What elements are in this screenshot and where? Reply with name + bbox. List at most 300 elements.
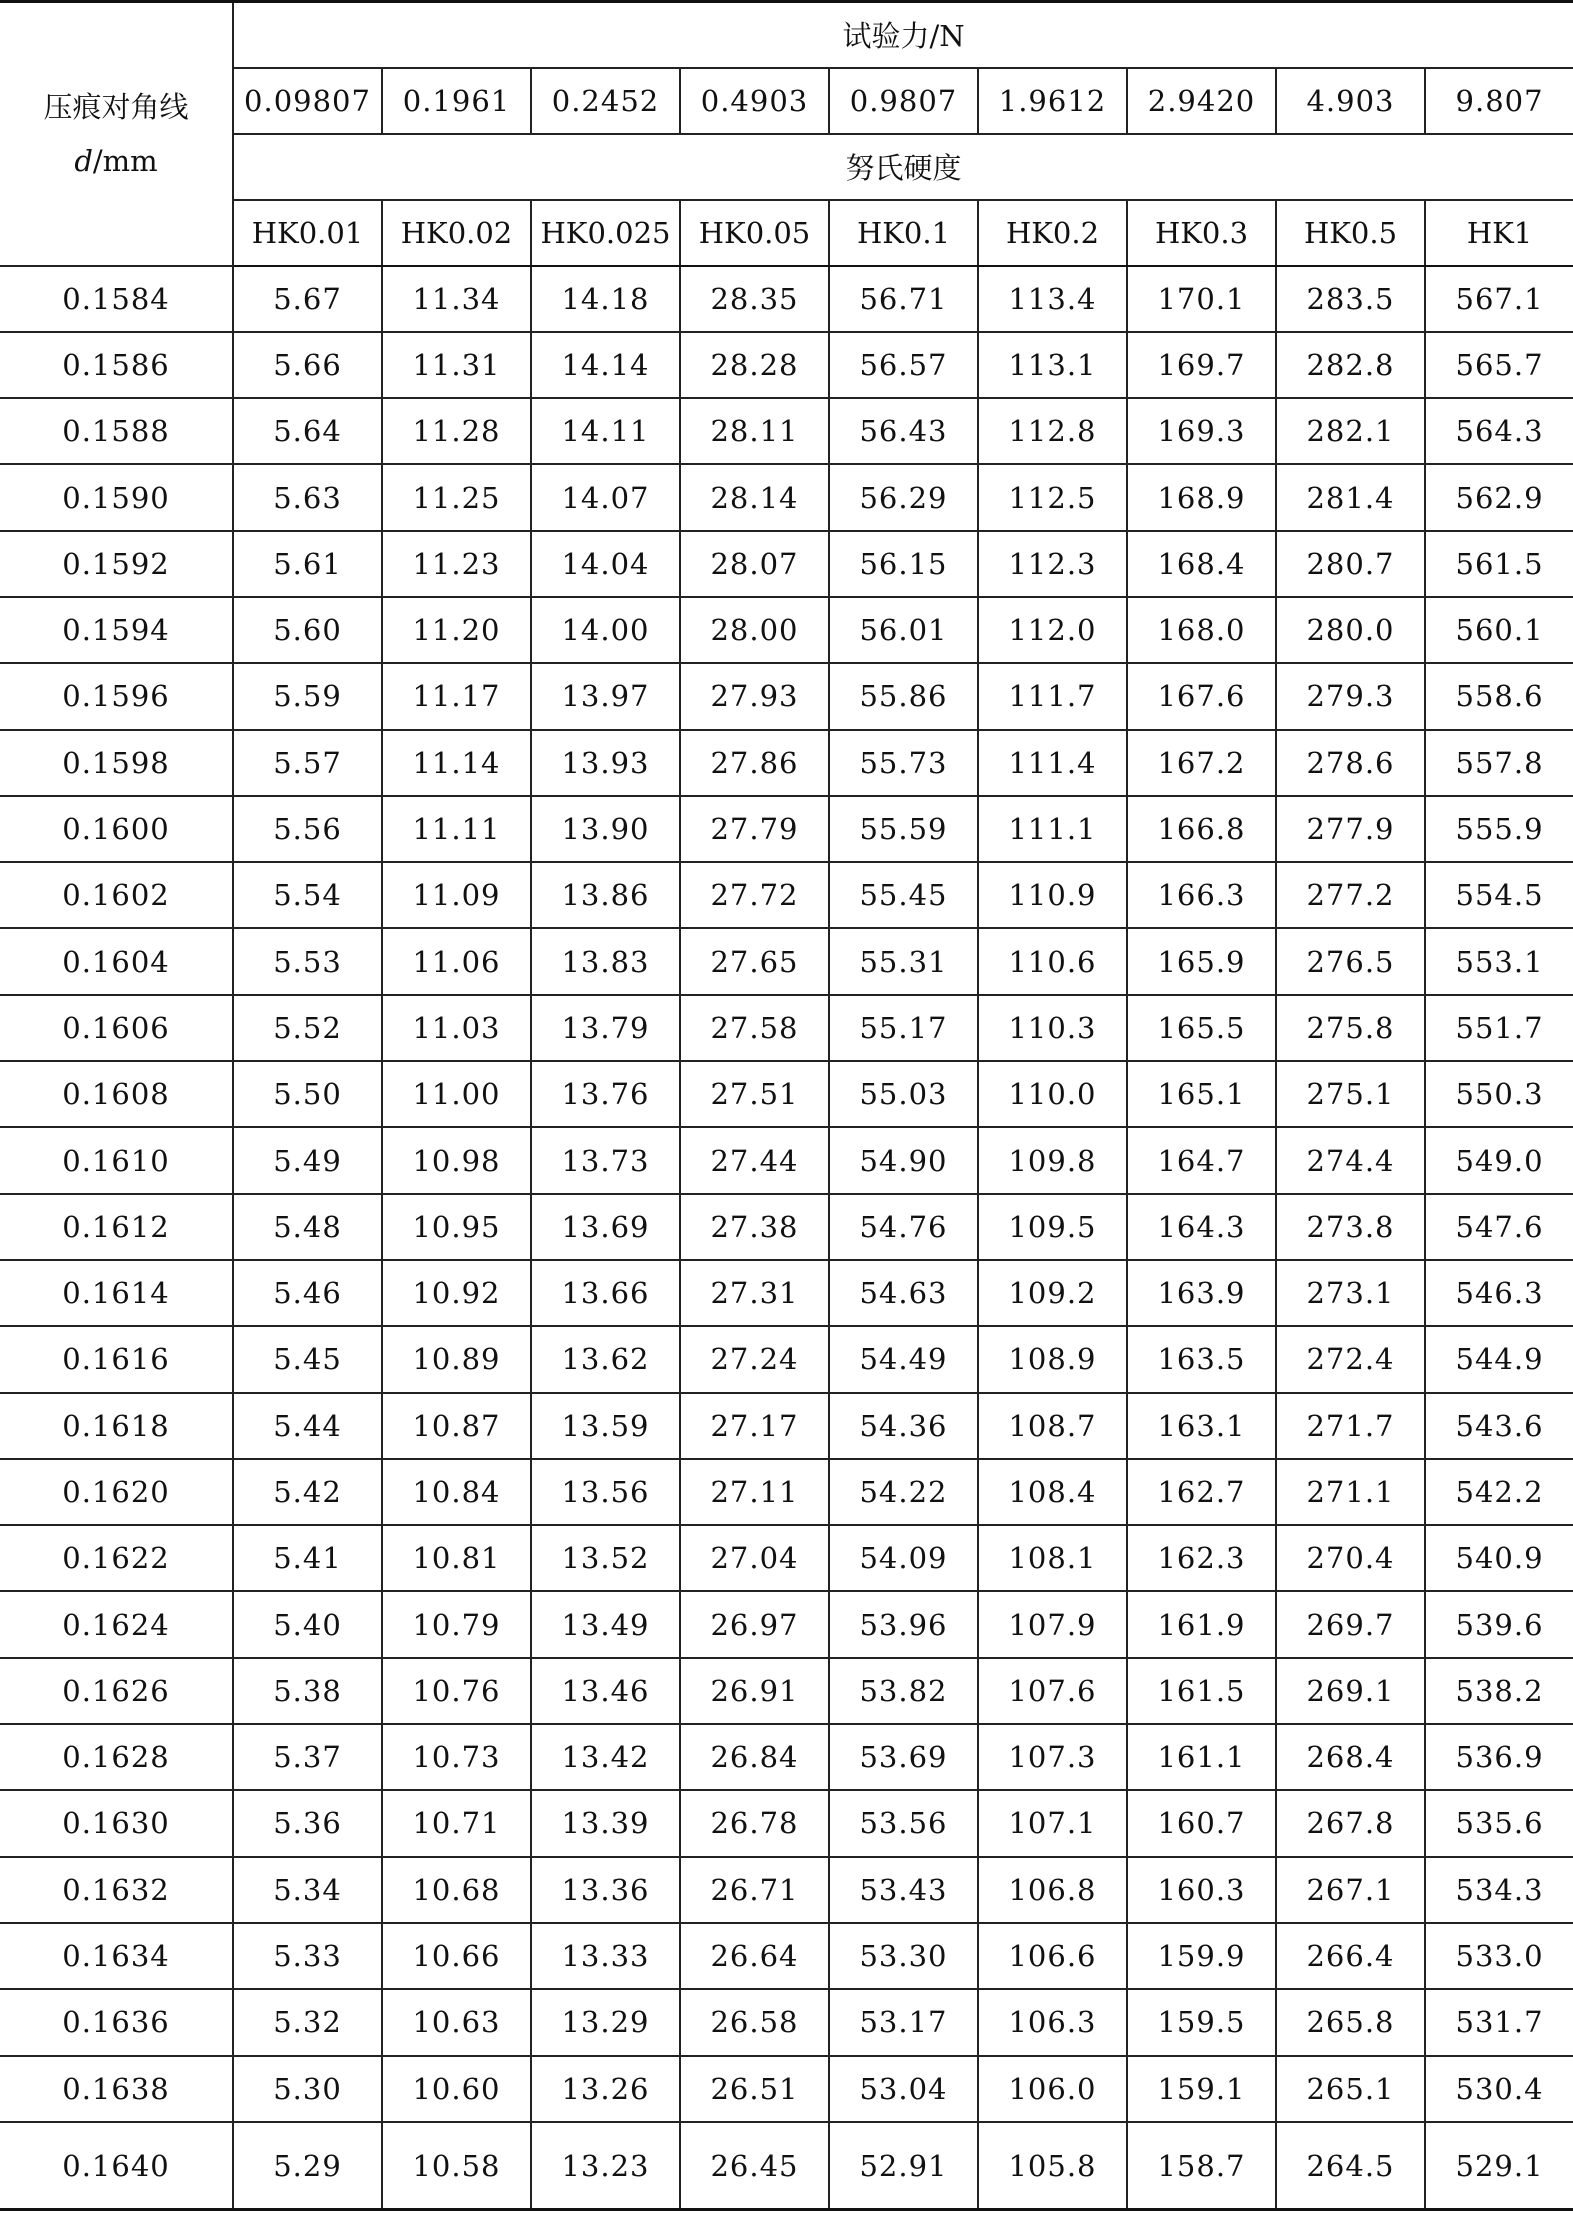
header-row-hardness-title <box>0 134 1573 200</box>
hardness-value-cell: 26.58 <box>680 1989 829 2055</box>
hardness-value-cell: 13.56 <box>531 1459 680 1525</box>
diagonal-value-cell: 0.1584 <box>0 266 233 332</box>
hardness-value-cell: 26.45 <box>680 2122 829 2210</box>
hardness-value-cell: 105.8 <box>978 2122 1127 2210</box>
hardness-value-cell: 168.0 <box>1127 597 1276 663</box>
hardness-value-cell: 13.86 <box>531 862 680 928</box>
table-row <box>0 398 1573 464</box>
header-row-forces <box>0 68 1573 134</box>
hardness-value-cell: 13.36 <box>531 1857 680 1923</box>
hardness-value-cell: 11.11 <box>382 796 531 862</box>
hardness-value-cell: 53.69 <box>829 1724 978 1790</box>
hardness-value-cell: 53.43 <box>829 1857 978 1923</box>
diagonal-value-cell: 0.1618 <box>0 1393 233 1459</box>
diagonal-header-cell <box>0 2 233 266</box>
hardness-value-cell: 276.5 <box>1276 928 1425 994</box>
force-cell: 0.9807 <box>829 68 978 134</box>
hardness-value-cell: 5.50 <box>233 1061 382 1127</box>
hardness-value-cell: 271.1 <box>1276 1459 1425 1525</box>
hardness-value-cell: 27.11 <box>680 1459 829 1525</box>
diagonal-value-cell: 0.1632 <box>0 1857 233 1923</box>
table-row <box>0 531 1573 597</box>
hardness-value-cell: 531.7 <box>1425 1989 1573 2055</box>
hardness-value-cell: 110.9 <box>978 862 1127 928</box>
hardness-value-cell: 13.59 <box>531 1393 680 1459</box>
hardness-value-cell: 530.4 <box>1425 2056 1573 2122</box>
diagonal-value-cell: 0.1610 <box>0 1127 233 1193</box>
hardness-value-cell: 10.68 <box>382 1857 531 1923</box>
hardness-value-cell: 107.6 <box>978 1658 1127 1724</box>
hardness-value-cell: 5.34 <box>233 1857 382 1923</box>
hardness-value-cell: 561.5 <box>1425 531 1573 597</box>
hardness-value-cell: 26.91 <box>680 1658 829 1724</box>
hardness-value-cell: 13.33 <box>531 1923 680 1989</box>
hardness-value-cell: 165.9 <box>1127 928 1276 994</box>
hardness-value-cell: 55.17 <box>829 995 978 1061</box>
hardness-value-cell: 10.87 <box>382 1393 531 1459</box>
table-row <box>0 266 1573 332</box>
hardness-value-cell: 167.6 <box>1127 663 1276 729</box>
hardness-value-cell: 55.45 <box>829 862 978 928</box>
diagonal-value-cell: 0.1616 <box>0 1326 233 1392</box>
hardness-value-cell: 27.51 <box>680 1061 829 1127</box>
hardness-value-cell: 13.73 <box>531 1127 680 1193</box>
hardness-value-cell: 274.4 <box>1276 1127 1425 1193</box>
hardness-value-cell: 547.6 <box>1425 1194 1573 1260</box>
hardness-value-cell: 11.20 <box>382 597 531 663</box>
hardness-value-cell: 267.1 <box>1276 1857 1425 1923</box>
hardness-value-cell: 5.60 <box>233 597 382 663</box>
hardness-value-cell: 11.31 <box>382 332 531 398</box>
diagonal-value-cell: 0.1608 <box>0 1061 233 1127</box>
hardness-value-cell: 13.23 <box>531 2122 680 2210</box>
table-row <box>0 2056 1573 2122</box>
hardness-value-cell: 542.2 <box>1425 1459 1573 1525</box>
diagonal-unit: /mm <box>92 143 158 178</box>
hardness-value-cell: 160.7 <box>1127 1790 1276 1856</box>
hardness-value-cell: 13.29 <box>531 1989 680 2055</box>
hardness-value-cell: 53.30 <box>829 1923 978 1989</box>
hardness-value-cell: 56.43 <box>829 398 978 464</box>
hardness-value-cell: 55.86 <box>829 663 978 729</box>
diagonal-value-cell: 0.1600 <box>0 796 233 862</box>
table-row <box>0 663 1573 729</box>
hardness-value-cell: 112.5 <box>978 464 1127 530</box>
hardness-value-cell: 161.5 <box>1127 1658 1276 1724</box>
hardness-value-cell: 11.28 <box>382 398 531 464</box>
diagonal-value-cell: 0.1606 <box>0 995 233 1061</box>
hardness-value-cell: 27.38 <box>680 1194 829 1260</box>
diagonal-variable: d <box>74 143 93 178</box>
hardness-value-cell: 54.36 <box>829 1393 978 1459</box>
hardness-value-cell: 11.34 <box>382 266 531 332</box>
hardness-value-cell: 283.5 <box>1276 266 1425 332</box>
hardness-value-cell: 5.36 <box>233 1790 382 1856</box>
hardness-value-cell: 10.71 <box>382 1790 531 1856</box>
hardness-value-cell: 168.9 <box>1127 464 1276 530</box>
diagonal-value-cell: 0.1604 <box>0 928 233 994</box>
hardness-value-cell: 26.84 <box>680 1724 829 1790</box>
hardness-value-cell: 272.4 <box>1276 1326 1425 1392</box>
hardness-value-cell: 13.93 <box>531 730 680 796</box>
hardness-value-cell: 10.95 <box>382 1194 531 1260</box>
hardness-value-cell: 555.9 <box>1425 796 1573 862</box>
hardness-value-cell: 26.78 <box>680 1790 829 1856</box>
hardness-value-cell: 5.53 <box>233 928 382 994</box>
hardness-value-cell: 161.9 <box>1127 1591 1276 1657</box>
hardness-value-cell: 10.79 <box>382 1591 531 1657</box>
hardness-value-cell: 112.0 <box>978 597 1127 663</box>
hardness-value-cell: 550.3 <box>1425 1061 1573 1127</box>
hardness-value-cell: 163.1 <box>1127 1393 1276 1459</box>
hardness-value-cell: 535.6 <box>1425 1790 1573 1856</box>
hardness-value-cell: 159.5 <box>1127 1989 1276 2055</box>
hardness-value-cell: 55.31 <box>829 928 978 994</box>
table-row <box>0 1459 1573 1525</box>
table-row <box>0 1658 1573 1724</box>
hardness-value-cell: 538.2 <box>1425 1658 1573 1724</box>
force-cell: 0.1961 <box>382 68 531 134</box>
hardness-value-cell: 28.00 <box>680 597 829 663</box>
table-row <box>0 796 1573 862</box>
force-title: 试验力/N <box>233 2 1573 68</box>
hardness-value-cell: 5.29 <box>233 2122 382 2210</box>
diagonal-value-cell: 0.1586 <box>0 332 233 398</box>
hardness-value-cell: 11.06 <box>382 928 531 994</box>
scale-cell: HK0.05 <box>680 200 829 266</box>
hardness-value-cell: 5.32 <box>233 1989 382 2055</box>
hardness-value-cell: 165.1 <box>1127 1061 1276 1127</box>
hardness-value-cell: 280.0 <box>1276 597 1425 663</box>
force-cell: 0.4903 <box>680 68 829 134</box>
hardness-value-cell: 14.14 <box>531 332 680 398</box>
hardness-value-cell: 106.3 <box>978 1989 1127 2055</box>
diagonal-value-cell: 0.1624 <box>0 1591 233 1657</box>
hardness-value-cell: 27.65 <box>680 928 829 994</box>
hardness-value-cell: 10.63 <box>382 1989 531 2055</box>
scale-cell: HK0.02 <box>382 200 531 266</box>
table-row <box>0 1591 1573 1657</box>
hardness-value-cell: 13.39 <box>531 1790 680 1856</box>
hardness-value-cell: 56.29 <box>829 464 978 530</box>
hardness-value-cell: 533.0 <box>1425 1923 1573 1989</box>
hardness-value-cell: 271.7 <box>1276 1393 1425 1459</box>
hardness-value-cell: 13.66 <box>531 1260 680 1326</box>
table-row <box>0 1393 1573 1459</box>
hardness-value-cell: 108.1 <box>978 1525 1127 1591</box>
hardness-value-cell: 10.73 <box>382 1724 531 1790</box>
hardness-value-cell: 5.56 <box>233 796 382 862</box>
hardness-value-cell: 11.17 <box>382 663 531 729</box>
hardness-value-cell: 5.57 <box>233 730 382 796</box>
hardness-value-cell: 11.09 <box>382 862 531 928</box>
table-row <box>0 332 1573 398</box>
hardness-value-cell: 5.61 <box>233 531 382 597</box>
hardness-value-cell: 52.91 <box>829 2122 978 2210</box>
hardness-title: 努氏硬度 <box>233 134 1573 200</box>
hardness-value-cell: 109.8 <box>978 1127 1127 1193</box>
hardness-value-cell: 54.90 <box>829 1127 978 1193</box>
hardness-value-cell: 53.96 <box>829 1591 978 1657</box>
hardness-value-cell: 13.90 <box>531 796 680 862</box>
hardness-value-cell: 5.54 <box>233 862 382 928</box>
diagonal-value-cell: 0.1640 <box>0 2122 233 2210</box>
hardness-value-cell: 55.03 <box>829 1061 978 1127</box>
hardness-value-cell: 109.2 <box>978 1260 1127 1326</box>
table-row <box>0 1326 1573 1392</box>
hardness-value-cell: 162.7 <box>1127 1459 1276 1525</box>
force-cell: 2.9420 <box>1127 68 1276 134</box>
hardness-value-cell: 554.5 <box>1425 862 1573 928</box>
hardness-value-cell: 27.86 <box>680 730 829 796</box>
hardness-value-cell: 110.3 <box>978 995 1127 1061</box>
hardness-value-cell: 279.3 <box>1276 663 1425 729</box>
hardness-value-cell: 10.81 <box>382 1525 531 1591</box>
header-row-force-title <box>0 2 1573 68</box>
hardness-value-cell: 567.1 <box>1425 266 1573 332</box>
hardness-value-cell: 27.79 <box>680 796 829 862</box>
hardness-value-cell: 27.44 <box>680 1127 829 1193</box>
hardness-value-cell: 273.8 <box>1276 1194 1425 1260</box>
hardness-value-cell: 5.41 <box>233 1525 382 1591</box>
hardness-value-cell: 13.26 <box>531 2056 680 2122</box>
diagonal-value-cell: 0.1614 <box>0 1260 233 1326</box>
hardness-value-cell: 111.7 <box>978 663 1127 729</box>
table-row <box>0 862 1573 928</box>
hardness-value-cell: 5.49 <box>233 1127 382 1193</box>
hardness-value-cell: 13.49 <box>531 1591 680 1657</box>
table-header <box>0 2 1573 266</box>
hardness-value-cell: 529.1 <box>1425 2122 1573 2210</box>
hardness-value-cell: 10.76 <box>382 1658 531 1724</box>
hardness-value-cell: 5.59 <box>233 663 382 729</box>
hardness-value-cell: 110.0 <box>978 1061 1127 1127</box>
hardness-value-cell: 27.72 <box>680 862 829 928</box>
hardness-value-cell: 161.1 <box>1127 1724 1276 1790</box>
hardness-value-cell: 54.22 <box>829 1459 978 1525</box>
table-row <box>0 995 1573 1061</box>
hardness-value-cell: 13.46 <box>531 1658 680 1724</box>
diagonal-value-cell: 0.1598 <box>0 730 233 796</box>
force-cell: 4.903 <box>1276 68 1425 134</box>
hardness-value-cell: 13.62 <box>531 1326 680 1392</box>
hardness-value-cell: 162.3 <box>1127 1525 1276 1591</box>
hardness-value-cell: 11.23 <box>382 531 531 597</box>
hardness-value-cell: 277.9 <box>1276 796 1425 862</box>
hardness-value-cell: 536.9 <box>1425 1724 1573 1790</box>
diagonal-value-cell: 0.1630 <box>0 1790 233 1856</box>
hardness-value-cell: 266.4 <box>1276 1923 1425 1989</box>
hardness-value-cell: 168.4 <box>1127 531 1276 597</box>
hardness-value-cell: 54.76 <box>829 1194 978 1260</box>
hardness-value-cell: 275.1 <box>1276 1061 1425 1127</box>
scale-cell: HK0.5 <box>1276 200 1425 266</box>
hardness-value-cell: 564.3 <box>1425 398 1573 464</box>
hardness-value-cell: 10.92 <box>382 1260 531 1326</box>
hardness-value-cell: 273.1 <box>1276 1260 1425 1326</box>
hardness-value-cell: 13.97 <box>531 663 680 729</box>
hardness-value-cell: 28.28 <box>680 332 829 398</box>
hardness-value-cell: 27.24 <box>680 1326 829 1392</box>
hardness-value-cell: 164.3 <box>1127 1194 1276 1260</box>
hardness-value-cell: 544.9 <box>1425 1326 1573 1392</box>
table-row <box>0 1194 1573 1260</box>
hardness-value-cell: 560.1 <box>1425 597 1573 663</box>
hardness-value-cell: 5.67 <box>233 266 382 332</box>
hardness-value-cell: 13.79 <box>531 995 680 1061</box>
hardness-value-cell: 11.00 <box>382 1061 531 1127</box>
table-row <box>0 1724 1573 1790</box>
diagonal-value-cell: 0.1592 <box>0 531 233 597</box>
hardness-value-cell: 543.6 <box>1425 1393 1573 1459</box>
hardness-value-cell: 5.52 <box>233 995 382 1061</box>
hardness-value-cell: 54.09 <box>829 1525 978 1591</box>
hardness-value-cell: 281.4 <box>1276 464 1425 530</box>
hardness-value-cell: 113.4 <box>978 266 1127 332</box>
hardness-value-cell: 5.48 <box>233 1194 382 1260</box>
hardness-value-cell: 14.11 <box>531 398 680 464</box>
diagonal-value-cell: 0.1622 <box>0 1525 233 1591</box>
diagonal-value-cell: 0.1602 <box>0 862 233 928</box>
table-row <box>0 730 1573 796</box>
diagonal-value-cell: 0.1594 <box>0 597 233 663</box>
hardness-value-cell: 13.52 <box>531 1525 680 1591</box>
table-row <box>0 1790 1573 1856</box>
diagonal-label: 压痕对角线 <box>43 89 189 124</box>
hardness-value-cell: 113.1 <box>978 332 1127 398</box>
hardness-value-cell: 5.42 <box>233 1459 382 1525</box>
diagonal-value-cell: 0.1626 <box>0 1658 233 1724</box>
hardness-value-cell: 268.4 <box>1276 1724 1425 1790</box>
table-row <box>0 1923 1573 1989</box>
table-row <box>0 1525 1573 1591</box>
hardness-value-cell: 540.9 <box>1425 1525 1573 1591</box>
hardness-value-cell: 5.46 <box>233 1260 382 1326</box>
hardness-value-cell: 14.07 <box>531 464 680 530</box>
diagonal-value-cell: 0.1596 <box>0 663 233 729</box>
hardness-value-cell: 53.04 <box>829 2056 978 2122</box>
hardness-value-cell: 159.1 <box>1127 2056 1276 2122</box>
force-cell: 0.09807 <box>233 68 382 134</box>
hardness-value-cell: 111.1 <box>978 796 1127 862</box>
hardness-value-cell: 55.73 <box>829 730 978 796</box>
hardness-value-cell: 160.3 <box>1127 1857 1276 1923</box>
header-row-scales <box>0 200 1573 266</box>
hardness-value-cell: 277.2 <box>1276 862 1425 928</box>
hardness-value-cell: 5.63 <box>233 464 382 530</box>
diagonal-value-cell: 0.1634 <box>0 1923 233 1989</box>
hardness-value-cell: 158.7 <box>1127 2122 1276 2210</box>
hardness-value-cell: 163.5 <box>1127 1326 1276 1392</box>
hardness-value-cell: 159.9 <box>1127 1923 1276 1989</box>
hardness-value-cell: 5.38 <box>233 1658 382 1724</box>
hardness-value-cell: 5.64 <box>233 398 382 464</box>
hardness-value-cell: 14.18 <box>531 266 680 332</box>
hardness-value-cell: 107.3 <box>978 1724 1127 1790</box>
hardness-value-cell: 10.60 <box>382 2056 531 2122</box>
hardness-value-cell: 54.49 <box>829 1326 978 1392</box>
table-row <box>0 464 1573 530</box>
table-row <box>0 1061 1573 1127</box>
diagonal-value-cell: 0.1612 <box>0 1194 233 1260</box>
hardness-value-cell: 56.15 <box>829 531 978 597</box>
hardness-value-cell: 107.1 <box>978 1790 1127 1856</box>
hardness-value-cell: 562.9 <box>1425 464 1573 530</box>
scale-cell: HK0.2 <box>978 200 1127 266</box>
hardness-value-cell: 558.6 <box>1425 663 1573 729</box>
hardness-value-cell: 10.89 <box>382 1326 531 1392</box>
hardness-value-cell: 53.56 <box>829 1790 978 1856</box>
hardness-value-cell: 546.3 <box>1425 1260 1573 1326</box>
hardness-value-cell: 111.4 <box>978 730 1127 796</box>
scale-cell: HK1 <box>1425 200 1573 266</box>
hardness-value-cell: 26.71 <box>680 1857 829 1923</box>
hardness-value-cell: 534.3 <box>1425 1857 1573 1923</box>
hardness-value-cell: 13.69 <box>531 1194 680 1260</box>
hardness-value-cell: 169.3 <box>1127 398 1276 464</box>
hardness-value-cell: 112.8 <box>978 398 1127 464</box>
hardness-value-cell: 267.8 <box>1276 1790 1425 1856</box>
hardness-value-cell: 26.64 <box>680 1923 829 1989</box>
hardness-value-cell: 539.6 <box>1425 1591 1573 1657</box>
scale-cell: HK0.3 <box>1127 200 1276 266</box>
hardness-value-cell: 5.30 <box>233 2056 382 2122</box>
diagonal-value-cell: 0.1628 <box>0 1724 233 1790</box>
hardness-value-cell: 109.5 <box>978 1194 1127 1260</box>
diagonal-value-cell: 0.1638 <box>0 2056 233 2122</box>
hardness-value-cell: 265.1 <box>1276 2056 1425 2122</box>
hardness-value-cell: 5.40 <box>233 1591 382 1657</box>
hardness-value-cell: 282.1 <box>1276 398 1425 464</box>
hardness-value-cell: 28.14 <box>680 464 829 530</box>
hardness-value-cell: 278.6 <box>1276 730 1425 796</box>
hardness-value-cell: 166.3 <box>1127 862 1276 928</box>
scale-cell: HK0.025 <box>531 200 680 266</box>
diagonal-value-cell: 0.1620 <box>0 1459 233 1525</box>
hardness-value-cell: 54.63 <box>829 1260 978 1326</box>
hardness-value-cell: 56.71 <box>829 266 978 332</box>
hardness-value-cell: 53.82 <box>829 1658 978 1724</box>
hardness-value-cell: 5.37 <box>233 1724 382 1790</box>
hardness-value-cell: 27.31 <box>680 1260 829 1326</box>
hardness-value-cell: 56.01 <box>829 597 978 663</box>
hardness-value-cell: 28.35 <box>680 266 829 332</box>
hardness-value-cell: 10.66 <box>382 1923 531 1989</box>
table-row <box>0 928 1573 994</box>
hardness-value-cell: 270.4 <box>1276 1525 1425 1591</box>
hardness-value-cell: 14.04 <box>531 531 680 597</box>
hardness-value-cell: 170.1 <box>1127 266 1276 332</box>
table-row <box>0 1260 1573 1326</box>
hardness-value-cell: 27.58 <box>680 995 829 1061</box>
hardness-value-cell: 13.42 <box>531 1724 680 1790</box>
hardness-value-cell: 167.2 <box>1127 730 1276 796</box>
force-cell: 0.2452 <box>531 68 680 134</box>
diagonal-value-cell: 0.1636 <box>0 1989 233 2055</box>
hardness-value-cell: 108.4 <box>978 1459 1127 1525</box>
hardness-value-cell: 27.04 <box>680 1525 829 1591</box>
hardness-value-cell: 110.6 <box>978 928 1127 994</box>
hardness-value-cell: 553.1 <box>1425 928 1573 994</box>
hardness-value-cell: 280.7 <box>1276 531 1425 597</box>
hardness-value-cell: 5.44 <box>233 1393 382 1459</box>
hardness-value-cell: 11.03 <box>382 995 531 1061</box>
hardness-value-cell: 10.98 <box>382 1127 531 1193</box>
hardness-value-cell: 55.59 <box>829 796 978 862</box>
hardness-value-cell: 165.5 <box>1127 995 1276 1061</box>
hardness-value-cell: 557.8 <box>1425 730 1573 796</box>
hardness-value-cell: 106.8 <box>978 1857 1127 1923</box>
